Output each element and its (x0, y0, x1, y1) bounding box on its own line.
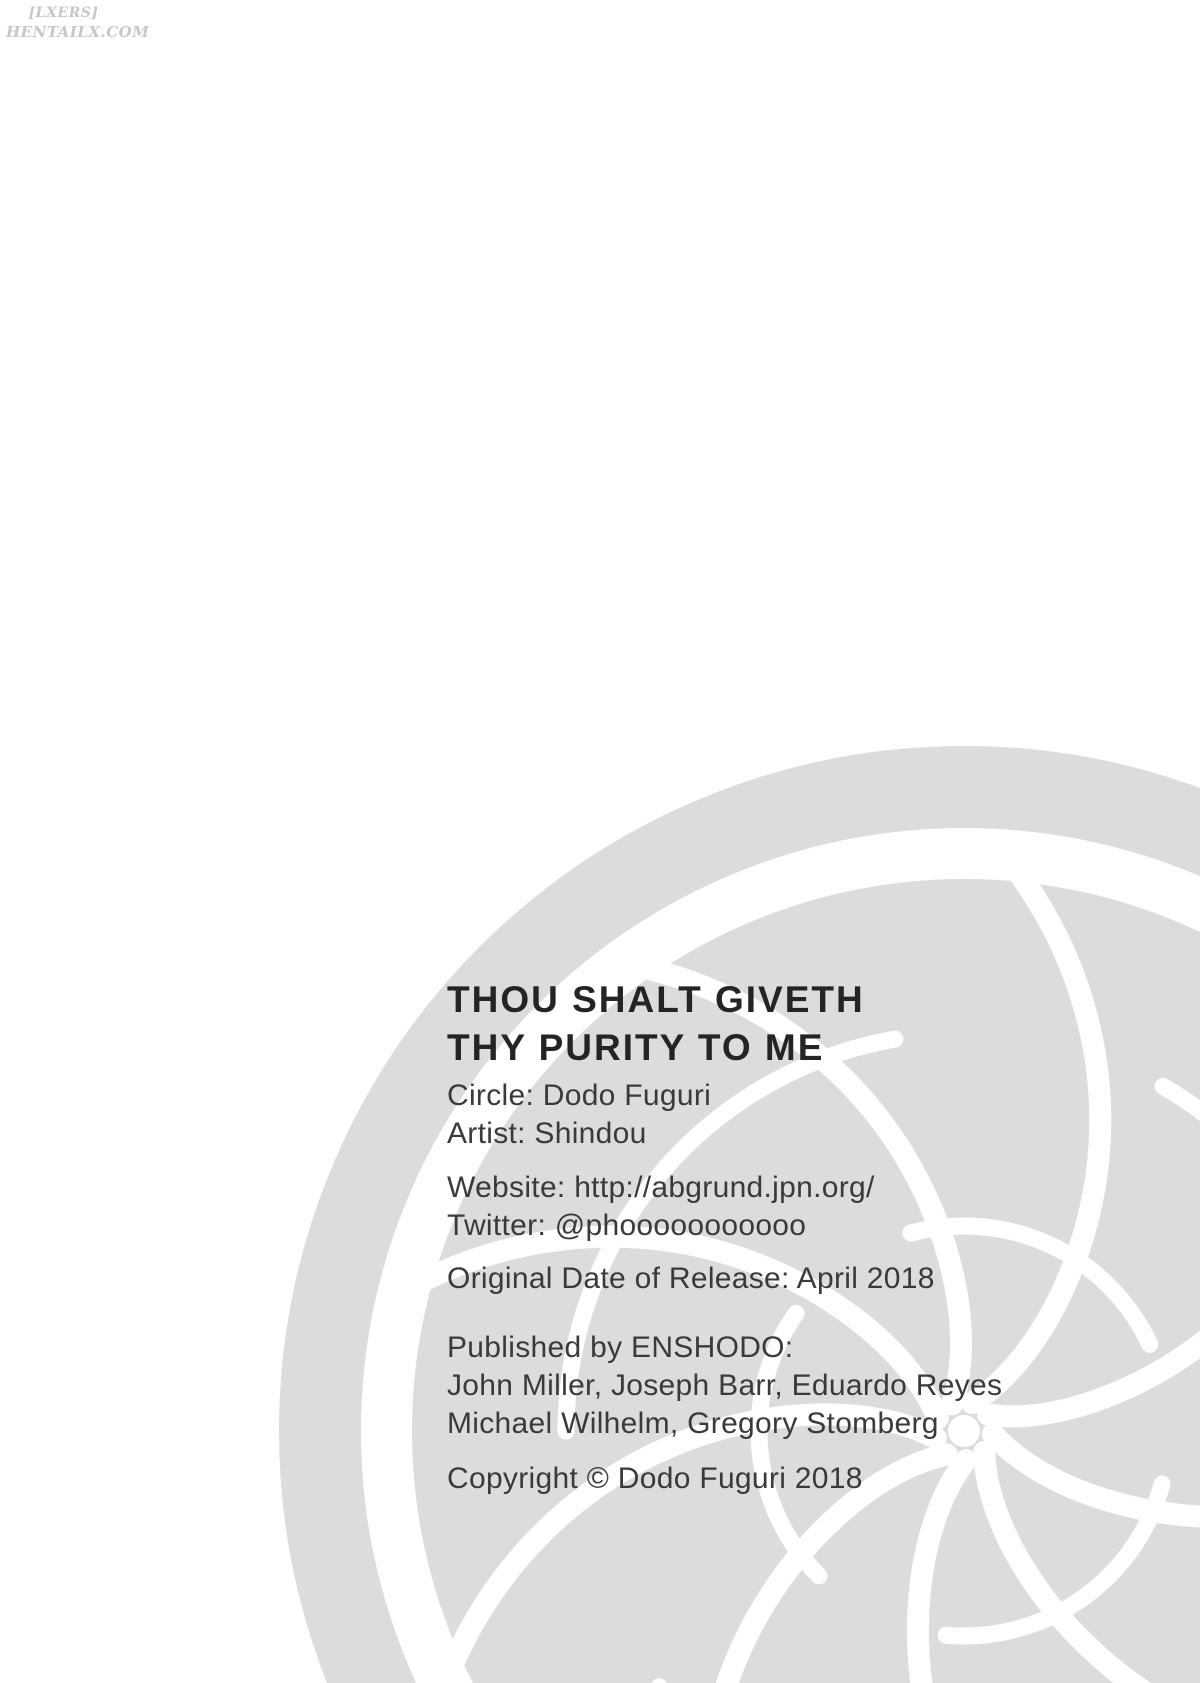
circle-artist-group (447, 1077, 1087, 1153)
copyright-group (447, 1460, 1087, 1498)
twitter-credit: Twitter: @phooooooooooo (447, 1209, 807, 1242)
copyright-notice: Copyright © Dodo Fuguri 2018 (447, 1462, 863, 1495)
watermark-group-tag: [LXERS] (28, 5, 99, 21)
release-date: Original Date of Release: April 2018 (447, 1262, 935, 1295)
staff-names-line-2: Michael Wilhelm, Gregory Stomberg (447, 1407, 939, 1440)
artist-credit: Artist: Shindou (447, 1117, 647, 1150)
release-group (447, 1260, 1087, 1298)
watermark-site-name: HENTAILX.COM (6, 23, 150, 41)
book-title-line-1: THOU SHALT GIVETH (447, 979, 865, 1020)
publisher-heading: Published by ENSHODO: (447, 1331, 794, 1364)
publisher-group (447, 1329, 1087, 1443)
book-title-line-2: THY PURITY TO ME (447, 1027, 825, 1068)
staff-names-line-1: John Miller, Joseph Barr, Eduardo Reyes (447, 1369, 1003, 1402)
credits-block (447, 976, 1087, 1498)
links-group (447, 1169, 1087, 1245)
circle-credit: Circle: Dodo Fuguri (447, 1079, 712, 1112)
watermark (6, 4, 150, 42)
website-credit: Website: http://abgrund.jpn.org/ (447, 1171, 875, 1204)
